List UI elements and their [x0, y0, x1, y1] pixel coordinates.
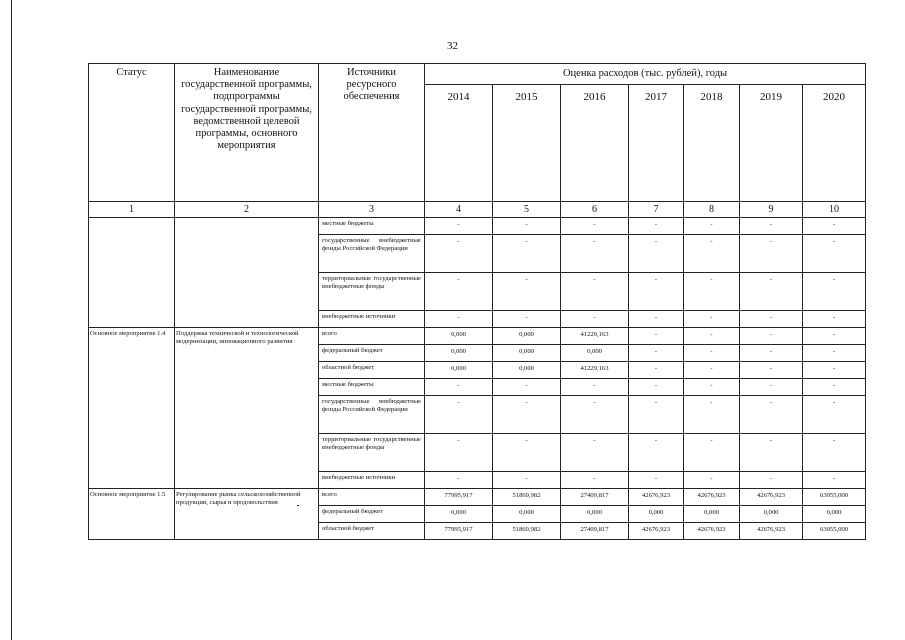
value-cell: 0,000	[803, 506, 866, 523]
value-cell: -	[684, 434, 740, 472]
source-cell: внебюджетные источники	[319, 311, 425, 328]
value-cell: -	[740, 396, 803, 434]
expenses-table	[88, 63, 866, 540]
table-row	[89, 328, 866, 345]
value-cell: -	[629, 379, 684, 396]
column-number: 1	[89, 202, 175, 218]
column-number: 5	[493, 202, 561, 218]
value-cell: 51869,982	[493, 523, 561, 540]
value-cell: -	[561, 434, 629, 472]
header-year: 2014	[425, 85, 493, 202]
status-cell: Основное мероприятие 1.5	[89, 489, 175, 540]
scan-speck	[297, 505, 299, 506]
value-cell: -	[425, 218, 493, 235]
source-cell: всего	[319, 489, 425, 506]
value-cell: 0,000	[425, 345, 493, 362]
value-cell: 0,000	[493, 506, 561, 523]
value-cell: -	[684, 362, 740, 379]
value-cell: -	[561, 472, 629, 489]
value-cell: -	[493, 379, 561, 396]
value-cell: 63055,000	[803, 523, 866, 540]
value-cell: 0,000	[561, 506, 629, 523]
value-cell: -	[425, 396, 493, 434]
value-cell: -	[740, 472, 803, 489]
value-cell: 0,000	[493, 345, 561, 362]
table-row	[89, 218, 866, 235]
value-cell: 42676,923	[740, 523, 803, 540]
value-cell: -	[425, 311, 493, 328]
value-cell: 77995,917	[425, 489, 493, 506]
column-number: 8	[684, 202, 740, 218]
value-cell: 42676,923	[740, 489, 803, 506]
value-cell: 0,000	[684, 506, 740, 523]
value-cell: -	[629, 434, 684, 472]
column-number: 6	[561, 202, 629, 218]
header-expenses: Оценка расходов (тыс. рублей), годы	[425, 64, 866, 85]
value-cell: -	[740, 345, 803, 362]
value-cell: -	[803, 218, 866, 235]
source-cell: всего	[319, 328, 425, 345]
column-number: 10	[803, 202, 866, 218]
value-cell: -	[629, 311, 684, 328]
header-year: 2017	[629, 85, 684, 202]
column-number: 4	[425, 202, 493, 218]
status-cell: Основное мероприятие 1.4	[89, 328, 175, 489]
value-cell: 41229,163	[561, 362, 629, 379]
value-cell: 63055,000	[803, 489, 866, 506]
header-sources: Источники ресурсного обеспечения	[319, 64, 425, 202]
value-cell: -	[629, 273, 684, 311]
value-cell: -	[629, 345, 684, 362]
value-cell: -	[803, 345, 866, 362]
value-cell: -	[493, 273, 561, 311]
source-cell: областной бюджет	[319, 362, 425, 379]
value-cell: -	[493, 472, 561, 489]
value-cell: -	[561, 218, 629, 235]
header-year: 2015	[493, 85, 561, 202]
program-name-cell: Регулирование рынка сельскохозяйственной продукции, сырья и продовольствия	[175, 489, 319, 540]
value-cell: -	[740, 379, 803, 396]
value-cell: -	[425, 273, 493, 311]
value-cell: -	[803, 362, 866, 379]
value-cell: 0,000	[561, 345, 629, 362]
value-cell: -	[561, 235, 629, 273]
value-cell: -	[740, 235, 803, 273]
value-cell: -	[803, 273, 866, 311]
value-cell: -	[684, 311, 740, 328]
header-status: Статус	[89, 64, 175, 202]
header-year: 2018	[684, 85, 740, 202]
value-cell: 51869,982	[493, 489, 561, 506]
column-number: 3	[319, 202, 425, 218]
value-cell: -	[561, 396, 629, 434]
value-cell: -	[493, 311, 561, 328]
value-cell: 42676,923	[629, 489, 684, 506]
value-cell: 0,000	[493, 362, 561, 379]
value-cell: 0,000	[740, 506, 803, 523]
value-cell: 0,000	[425, 362, 493, 379]
value-cell: -	[684, 218, 740, 235]
value-cell: 0,000	[425, 506, 493, 523]
value-cell: -	[684, 396, 740, 434]
header-year: 2020	[803, 85, 866, 202]
value-cell: -	[425, 235, 493, 273]
table-row	[89, 489, 866, 506]
page-number: 32	[447, 40, 458, 52]
value-cell: -	[803, 311, 866, 328]
value-cell: -	[629, 472, 684, 489]
value-cell: -	[803, 396, 866, 434]
value-cell: 77995,917	[425, 523, 493, 540]
value-cell: -	[684, 235, 740, 273]
value-cell: -	[740, 434, 803, 472]
value-cell: -	[684, 379, 740, 396]
source-cell: внебюджетные источники	[319, 472, 425, 489]
value-cell: -	[629, 362, 684, 379]
value-cell: 0,000	[629, 506, 684, 523]
value-cell: 27409,817	[561, 489, 629, 506]
value-cell: -	[425, 434, 493, 472]
program-name-cell	[175, 218, 319, 328]
column-number: 7	[629, 202, 684, 218]
value-cell: 42676,923	[684, 489, 740, 506]
value-cell: -	[629, 235, 684, 273]
source-cell: государственные внебюджетные фонды Российской Федерации	[319, 235, 425, 273]
value-cell: 0,000	[493, 328, 561, 345]
source-cell: местные бюджеты	[319, 379, 425, 396]
value-cell: -	[684, 328, 740, 345]
value-cell: -	[561, 273, 629, 311]
column-number: 2	[175, 202, 319, 218]
value-cell: -	[425, 379, 493, 396]
column-number: 9	[740, 202, 803, 218]
header-year: 2019	[740, 85, 803, 202]
value-cell: -	[740, 273, 803, 311]
value-cell: -	[493, 434, 561, 472]
value-cell: -	[740, 311, 803, 328]
value-cell: -	[561, 379, 629, 396]
value-cell: -	[803, 328, 866, 345]
value-cell: -	[740, 328, 803, 345]
value-cell: -	[493, 396, 561, 434]
source-cell: территориальные государственные внебюджетные фонды	[319, 273, 425, 311]
program-name-cell: Поддержка технической и технологической модернизации, инновационного развития	[175, 328, 319, 489]
source-cell: местные бюджеты	[319, 218, 425, 235]
value-cell: -	[740, 218, 803, 235]
value-cell: 0,000	[425, 328, 493, 345]
source-cell: государственные внебюджетные фонды Российской Федерации	[319, 396, 425, 434]
value-cell: -	[803, 235, 866, 273]
value-cell: 42676,923	[684, 523, 740, 540]
header-name: Наименование государственной программы, подпрограммы государственной программы, ведомственной целевой программы, основного мероприятия	[175, 64, 319, 202]
header-year: 2016	[561, 85, 629, 202]
value-cell: 27409,817	[561, 523, 629, 540]
value-cell: -	[684, 345, 740, 362]
value-cell: -	[803, 379, 866, 396]
status-cell	[89, 218, 175, 328]
value-cell: -	[493, 235, 561, 273]
scan-edge-line	[11, 0, 12, 640]
value-cell: -	[803, 472, 866, 489]
value-cell: -	[629, 396, 684, 434]
value-cell: -	[684, 273, 740, 311]
value-cell: 41229,163	[561, 328, 629, 345]
source-cell: территориальные государственные внебюджетные фонды	[319, 434, 425, 472]
value-cell: -	[629, 328, 684, 345]
value-cell: -	[493, 218, 561, 235]
value-cell: -	[561, 311, 629, 328]
value-cell: -	[684, 472, 740, 489]
value-cell: -	[425, 472, 493, 489]
source-cell: федеральный бюджет	[319, 345, 425, 362]
value-cell: -	[629, 218, 684, 235]
value-cell: -	[740, 362, 803, 379]
value-cell: -	[803, 434, 866, 472]
value-cell: 42676,923	[629, 523, 684, 540]
source-cell: областной бюджет	[319, 523, 425, 540]
source-cell: федеральный бюджет	[319, 506, 425, 523]
